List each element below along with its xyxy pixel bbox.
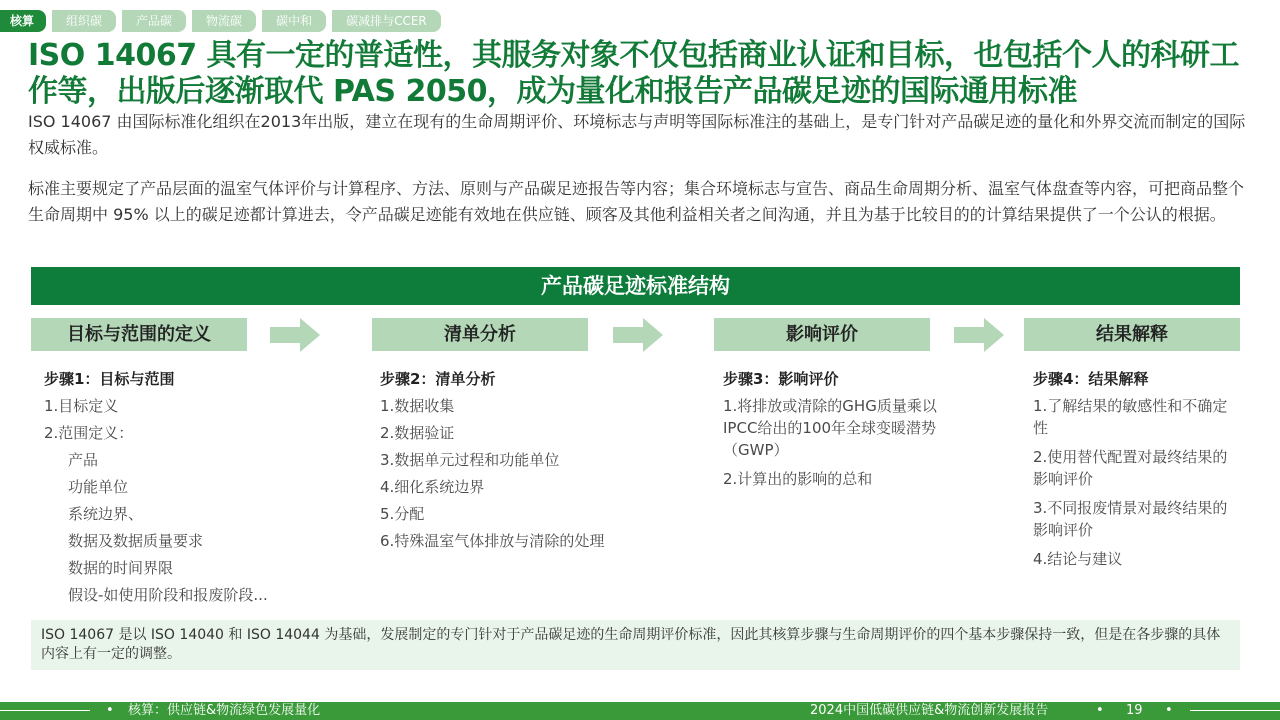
footer-divider — [0, 710, 90, 711]
tab-organization-carbon[interactable]: 组织碳 — [52, 10, 116, 32]
footer-section-label: 核算：供应链&物流绿色发展量化 — [128, 703, 321, 718]
structure-banner: 产品碳足迹标准结构 — [31, 267, 1240, 305]
list-item: 3.不同报废情景对最终结果的影响评价 — [1033, 499, 1228, 539]
arrow-right-icon — [613, 318, 663, 352]
arrow-right-icon — [270, 318, 320, 352]
list-item: 1.目标定义 — [44, 397, 119, 415]
bullet-icon: • — [106, 703, 114, 718]
content-paragraph: 标准主要规定了产品层面的温室气体评价与计算程序、方法、原则与产品碳足迹报告等内容；集合环境标志与宣告、商品生命周期分析、温室气体盘查等内容，可把商品整个生命周期中 95% 以上的碳足迹都计算进去，令产品碳足迹能有效地在供应链、顾客及其他利益相关者之间沟通，并且为基于比较目的的计算结果提供了一个公认的根据。 — [28, 179, 1245, 224]
step4-title: 步骤4：结果解释 — [1033, 370, 1149, 388]
step3-header: 影响评价 — [714, 318, 930, 351]
bullet-icon: • — [1165, 703, 1173, 718]
page-footer — [0, 702, 1280, 720]
step3-title: 步骤3：影响评价 — [723, 370, 839, 388]
list-subitem: 产品 — [68, 451, 99, 469]
tab-carbon-neutral[interactable]: 碳中和 — [262, 10, 326, 32]
list-subitem: 数据及数据质量要求 — [68, 532, 204, 550]
list-subitem: 系统边界、 — [68, 505, 144, 523]
list-item: 3.数据单元过程和功能单位 — [380, 451, 560, 469]
list-item: 6.特殊温室气体排放与清除的处理 — [380, 532, 605, 550]
page-number: 19 — [1126, 703, 1143, 718]
list-subitem: 功能单位 — [68, 478, 129, 496]
list-subitem: 假设-如使用阶段和报废阶段... — [68, 586, 268, 604]
step4-header: 结果解释 — [1024, 318, 1240, 351]
list-item: 2.范围定义： — [44, 424, 134, 442]
list-item: 5.分配 — [380, 505, 425, 523]
list-item: 1.数据收集 — [380, 397, 455, 415]
list-item: 4.结论与建议 — [1033, 550, 1123, 568]
arrow-right-icon — [954, 318, 1004, 352]
step3-column — [723, 366, 955, 495]
list-item: 2.使用替代配置对最终结果的影响评价 — [1033, 448, 1228, 488]
step1-title: 步骤1：目标与范围 — [44, 370, 175, 388]
list-item: 1.了解结果的敏感性和不确定性 — [1033, 397, 1228, 437]
list-item: 4.细化系统边界 — [380, 478, 485, 496]
tab-logistics-carbon[interactable]: 物流碳 — [192, 10, 256, 32]
list-item: 2.数据验证 — [380, 424, 455, 442]
step2-column — [380, 366, 680, 555]
tab-product-carbon[interactable]: 产品碳 — [122, 10, 186, 32]
tab-ccer[interactable]: 碳减排与CCER — [332, 10, 441, 32]
page-headline: ISO 14067 具有一定的普适性，其服务对象不仅包括商业认证和目标，也包括个人的科研工作等，出版后逐渐取代 PAS 2050，成为量化和报告产品碳足迹的国际通用标准 — [28, 38, 1240, 109]
section-tabs — [0, 10, 447, 32]
intro-paragraph: ISO 14067 由国际标准化组织在2013年出版，建立在现有的生命周期评价、环境标志与声明等国际标准注的基础上，是专门针对产品碳足迹的量化和外界交流而制定的国际权威标准。 — [28, 112, 1246, 157]
list-subitem: 数据的时间界限 — [68, 559, 174, 577]
step2-title: 步骤2：清单分析 — [380, 370, 496, 388]
footer-report-title: 2024中国低碳供应链&物流创新发展报告 — [810, 703, 1049, 718]
list-item: 2.计算出的影响的总和 — [723, 470, 873, 488]
step4-column — [1033, 366, 1231, 575]
step1-header: 目标与范围的定义 — [31, 318, 247, 351]
note-box: ISO 14067 是以 ISO 14040 和 ISO 14044 为基础，发展制定的专门针对于产品碳足迹的生命周期评价标准，因此其核算步骤与生命周期评价的四个基本步骤保持一致，但是在各步骤的具体内容上有一定的调整。 — [31, 620, 1240, 670]
step1-column — [44, 366, 344, 609]
tab-accounting[interactable]: 核算 — [0, 10, 46, 32]
footer-divider — [1190, 710, 1280, 711]
bullet-icon: • — [1096, 703, 1104, 718]
step2-header: 清单分析 — [372, 318, 588, 351]
list-item: 1.将排放或清除的GHG质量乘以IPCC给出的100年全球变暖潜势（GWP） — [723, 397, 937, 459]
